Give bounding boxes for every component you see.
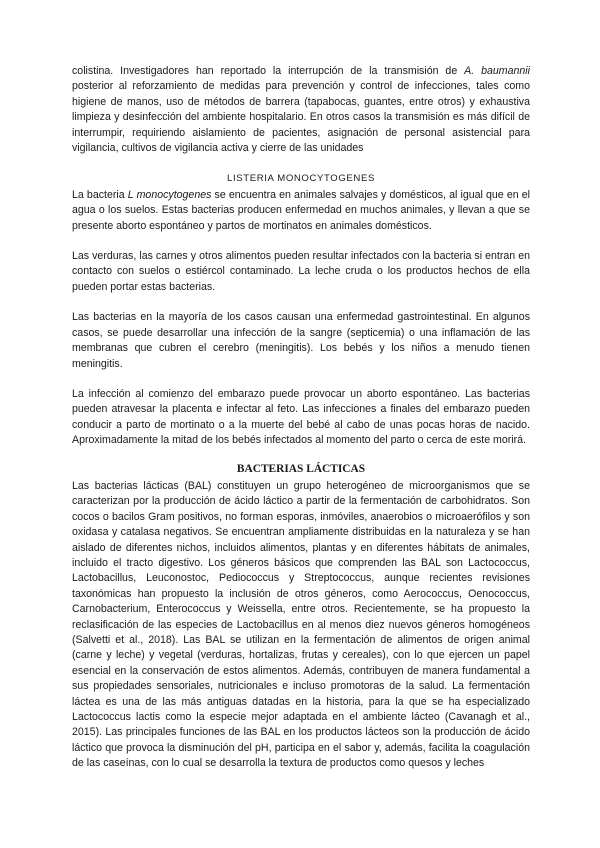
listeria-paragraph-4: La infección al comienzo del embarazo puede provocar un aborto espontáneo. Las bacterias pueden atravesar la placenta e infectar al feto. Las infecciones a finales del embarazo pueden conducir a parto de mortinato o a la muerte del bebé al cabo de unas pocas horas de nacido. Aproximadamente la mitad de los bebés infectados al momento del parto o cerca de este morirá. (72, 387, 530, 447)
listeria-p1-start: La bacteria (72, 188, 128, 201)
bal-paragraph-1: Las bacterias lácticas (BAL) constituyen un grupo heterogéneo de microorganismos que se caracterizan por la producción de ácido láctico a partir de la fermentación de carbohidratos. Son cocos o bacilos Gram positivos, no forman esporas, inmóviles, anaerobios o microaerófilos y son oxidasa y catalasa negativos. Se encuentran ampliamente distribuidas en la naturaleza y se han aislado de diferentes nichos, incluidos alimentos, plantas y en diferentes hábitats de animales, incluido el tracto digestivo. Los géneros básicos que comprenden las BAL son Lactococcus, Lactobacillus, Leuconostoc, Pediococcus y Streptococcus, aunque recientes revisiones taxonómicas han propuesto la inclusión de otros géneros, como Aerococcus, Oenococcus, Carnobacterium, Enterococcus y Weissella, entre otros. Recientemente, se ha propuesto la reclasificación de las especies de Lactobacillus en al menos diez nuevos géneros homogéneos (Salvetti et al., 2018). Las BAL se utilizan en la fermentación de alimentos de origen animal (carne y leche) y vegetal (verduras, hortalizas, frutas y cereales), con lo que ejercen un papel esencial en la conservación de estos alimentos. Además, contribuyen de manera fundamental a sus propiedades sensoriales, nutricionales e incluso promotoras de la salud. La fermentación láctea es una de las más antiguas datadas en la historia, para la que se ha especializado Lactococcus lactis como la especie mejor adaptada en el ambiente lácteo (Cavanagh et al., 2015). Las principales funciones de las BAL en los productos lácteos son la producción de ácido láctico que provoca la disminución del pH, participa en el sabor y, además, facilita la coagulación de las caseínas, con lo cual se desarrolla la textura de productos como quesos y leches (72, 479, 530, 770)
listeria-section-title: LISTERIA MONOCYTOGENES (227, 173, 375, 185)
intro-text-end: posterior al reforzamiento de medidas para prevención y control de infecciones, tales como higiene de manos, uso de métodos de barrera (tapabocas, guantes, entre otros) y exhaustiva limpieza y desinfección del ambiente hospitalario. En otros casos la transmisión es más difícil de interrumpir, requiriendo aislamiento de pacientes, asignación de personal asistencial para vigilancia, cultivos de vigilancia activa y cierre de las unidades (72, 80, 530, 155)
bal-section-title: BACTERIAS LÁCTICAS (236, 462, 366, 475)
listeria-paragraph-2: Las verduras, las carnes y otros alimentos pueden resultar infectados con la bacteria si entran en contacto con suelos o estiércol contaminado. La leche cruda o los productos hechos de ella pueden portar estas bacterias. (72, 250, 530, 293)
intro-paragraph (72, 64, 530, 156)
listeria-paragraph-3: Las bacterias en la mayoría de los casos causan una enfermedad gastrointestinal. En algunos casos, se puede desarrollar una infección de la sangre (septicemia) o una inflamación de las membranas que cubren el cerebro (meningitis). Los bebés y los niños a menudo tienen meningitis. (72, 311, 530, 370)
listeria-paragraph-1 (72, 188, 530, 234)
document-page (72, 64, 530, 772)
intro-species-italic: A. baumannii (464, 65, 530, 77)
listeria-p1-end: se encuentra en animales salvajes y domésticos, al igual que en el agua o los suelos. Estas bacterias producen enfermedad en muchos animales, y llevan a que se presente aborto espontáneo y partos de mortinatos en animales domésticos. (72, 188, 531, 232)
intro-text-start: colistina. Investigadores han reportado la interrupción de la transmisión de (72, 65, 465, 77)
listeria-species-italic: L monocytogenes (127, 188, 212, 201)
